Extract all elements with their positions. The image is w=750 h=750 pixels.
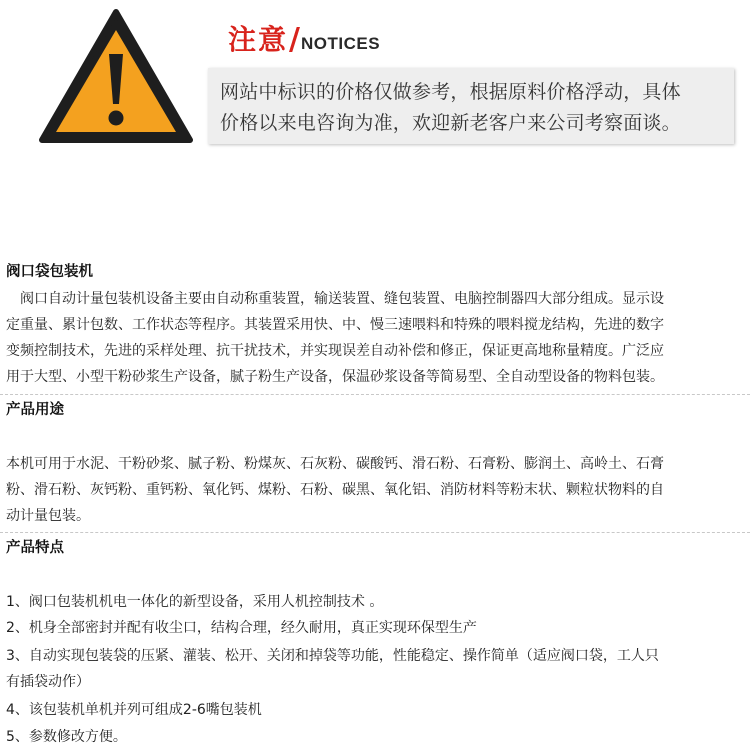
feature-item: 3、自动实现包装袋的压紧、灌装、松开、关闭和掉袋等功能，性能稳定、操作简单（适应阀口袋，工人只 <box>6 648 659 664</box>
notice-title-slash: / <box>289 22 300 57</box>
paragraph-line: 动计量包装。 <box>6 508 90 524</box>
paragraph-line: 用于大型、小型干粉砂浆生产设备，腻子粉生产设备，保温砂浆设备等简易型、全自动型设备的物料包装。 <box>6 369 664 385</box>
feature-item: 5、参数修改方便。 <box>6 729 127 745</box>
notice-title-zh: 注意 <box>228 23 289 56</box>
section-title: 产品用途 <box>6 402 64 418</box>
divider <box>0 532 750 533</box>
feature-item: 2、机身全部密封并配有收尘口，结构合理，经久耐用，真正实现环保型生产 <box>6 620 477 636</box>
feature-item: 有插袋动作） <box>6 674 90 690</box>
notice-heading <box>228 18 380 58</box>
feature-item: 1、阀口包装机机电一体化的新型设备，采用人机控制技术 。 <box>6 594 384 610</box>
paragraph-line: 本机可用于水泥、干粉砂浆、腻子粉、粉煤灰、石灰粉、碳酸钙、滑石粉、石膏粉、膨润土、高岭土、石膏 <box>6 456 664 472</box>
paragraph-line: 变频控制技术，先进的采样处理、抗干扰技术，并实现误差自动补偿和修正，保证更高地称量精度。广泛应 <box>6 343 664 359</box>
divider <box>0 394 750 395</box>
section-title: 产品特点 <box>6 540 64 556</box>
section-title: 阀口袋包装机 <box>6 264 93 280</box>
notice-line: 价格以来电咨询为准，欢迎新老客户来公司考察面谈。 <box>220 112 681 134</box>
notice-message-box <box>208 68 734 144</box>
paragraph-line: 定重量、累计包数、工作状态等程序。其装置采用快、中、慢三速喂料和特殊的喂料搅龙结构，先进的数字 <box>6 317 664 333</box>
warning-triangle-icon <box>38 8 194 144</box>
paragraph-line: 阀口自动计量包装机设备主要由自动称重装置，输送装置、缝包装置、电脑控制器四大部分组成。显示设 <box>6 291 664 307</box>
feature-item: 4、该包装机单机并列可组成2-6嘴包装机 <box>6 702 262 718</box>
paragraph-line: 粉、滑石粉、灰钙粉、重钙粉、氧化钙、煤粉、石粉、碳黑、氧化铝、消防材料等粉末状、颗粒状物料的自 <box>6 482 664 498</box>
notice-line: 网站中标识的价格仅做参考，根据原料价格浮动，具体 <box>220 81 681 103</box>
notice-title-en: NOTICES <box>300 34 381 53</box>
